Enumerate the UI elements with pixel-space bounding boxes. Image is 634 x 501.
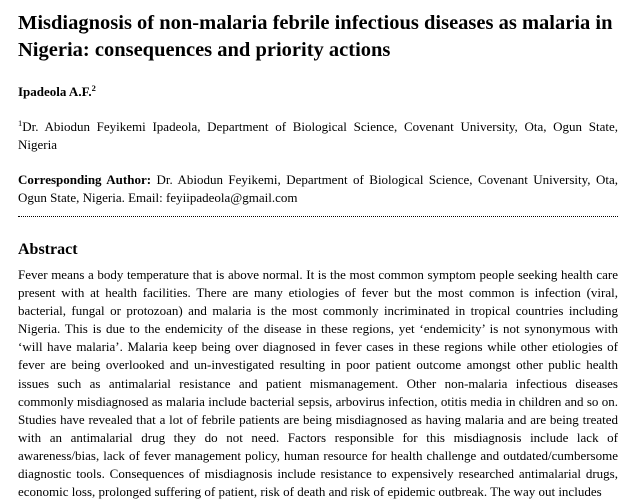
dotted-divider [18,216,618,217]
affiliation-text: Dr. Abiodun Feyikemi Ipadeola, Department of Biological Science, Covenant University, Ota, Ogun State, Nigeria [18,119,618,152]
abstract-body: Fever means a body temperature that is above normal. It is the most common symptom people seeking health care present with at health facilities. There are many etiologies of fever but the most common is infection (viral, bacterial, fungal or protozoan) and malaria is the most commonly incriminated in tropical countries including Nigeria. This is due to the endemicity of the disease in these regions, yet ‘endemicity’ is not synonymous with ‘will have malaria’. Malaria keep being over diagnosed in fever cases in these regions while other etiologies of fever are being overlooked and un-investigated resulting in poor patient outcome amongst other public health issues such as antimalarial resistance and patient mismanagement. Other non-malaria infectious diseases commonly misdiagnosed as malaria include bacterial sepsis, arbovirus infection, otitis media in children and so on. Studies have revealed that a lot of febrile patients are being misdiagnosed as having malaria and are being treated with an antimalarial drug they do not need. Factors responsible for this misdiagnosis include lack of awareness/bias, lack of fever management policy, human resource for health challenge and outdated/cumbersome diagnostic tools. Consequences of misdiagnosis include resistance to expensively researched antimalarial drugs, economic loss, prolonged suffering of patient, risk of death and risk of epidemic outbreak. The way out includes [18,267,618,500]
author-superscript: 2 [91,83,96,93]
paper-title: Misdiagnosis of non-malaria febrile infectious diseases as malaria in Nigeria: consequences and priority actions [18,12,613,61]
affiliation-superscript: 1 [18,118,23,128]
corresponding-author-text: Dr. Abiodun Feyikemi, Department of Biological Science, Covenant University, Ota, Ogun State, Nigeria. Email: feyiipadeola@gmail.com [18,172,618,205]
author-name: Ipadeola A.F. [18,84,92,99]
corresponding-author-label: Corresponding Author: [18,172,152,187]
affiliation [18,118,618,154]
author-line [18,84,96,100]
abstract-heading: Abstract [18,241,78,258]
corresponding-author [18,171,618,207]
